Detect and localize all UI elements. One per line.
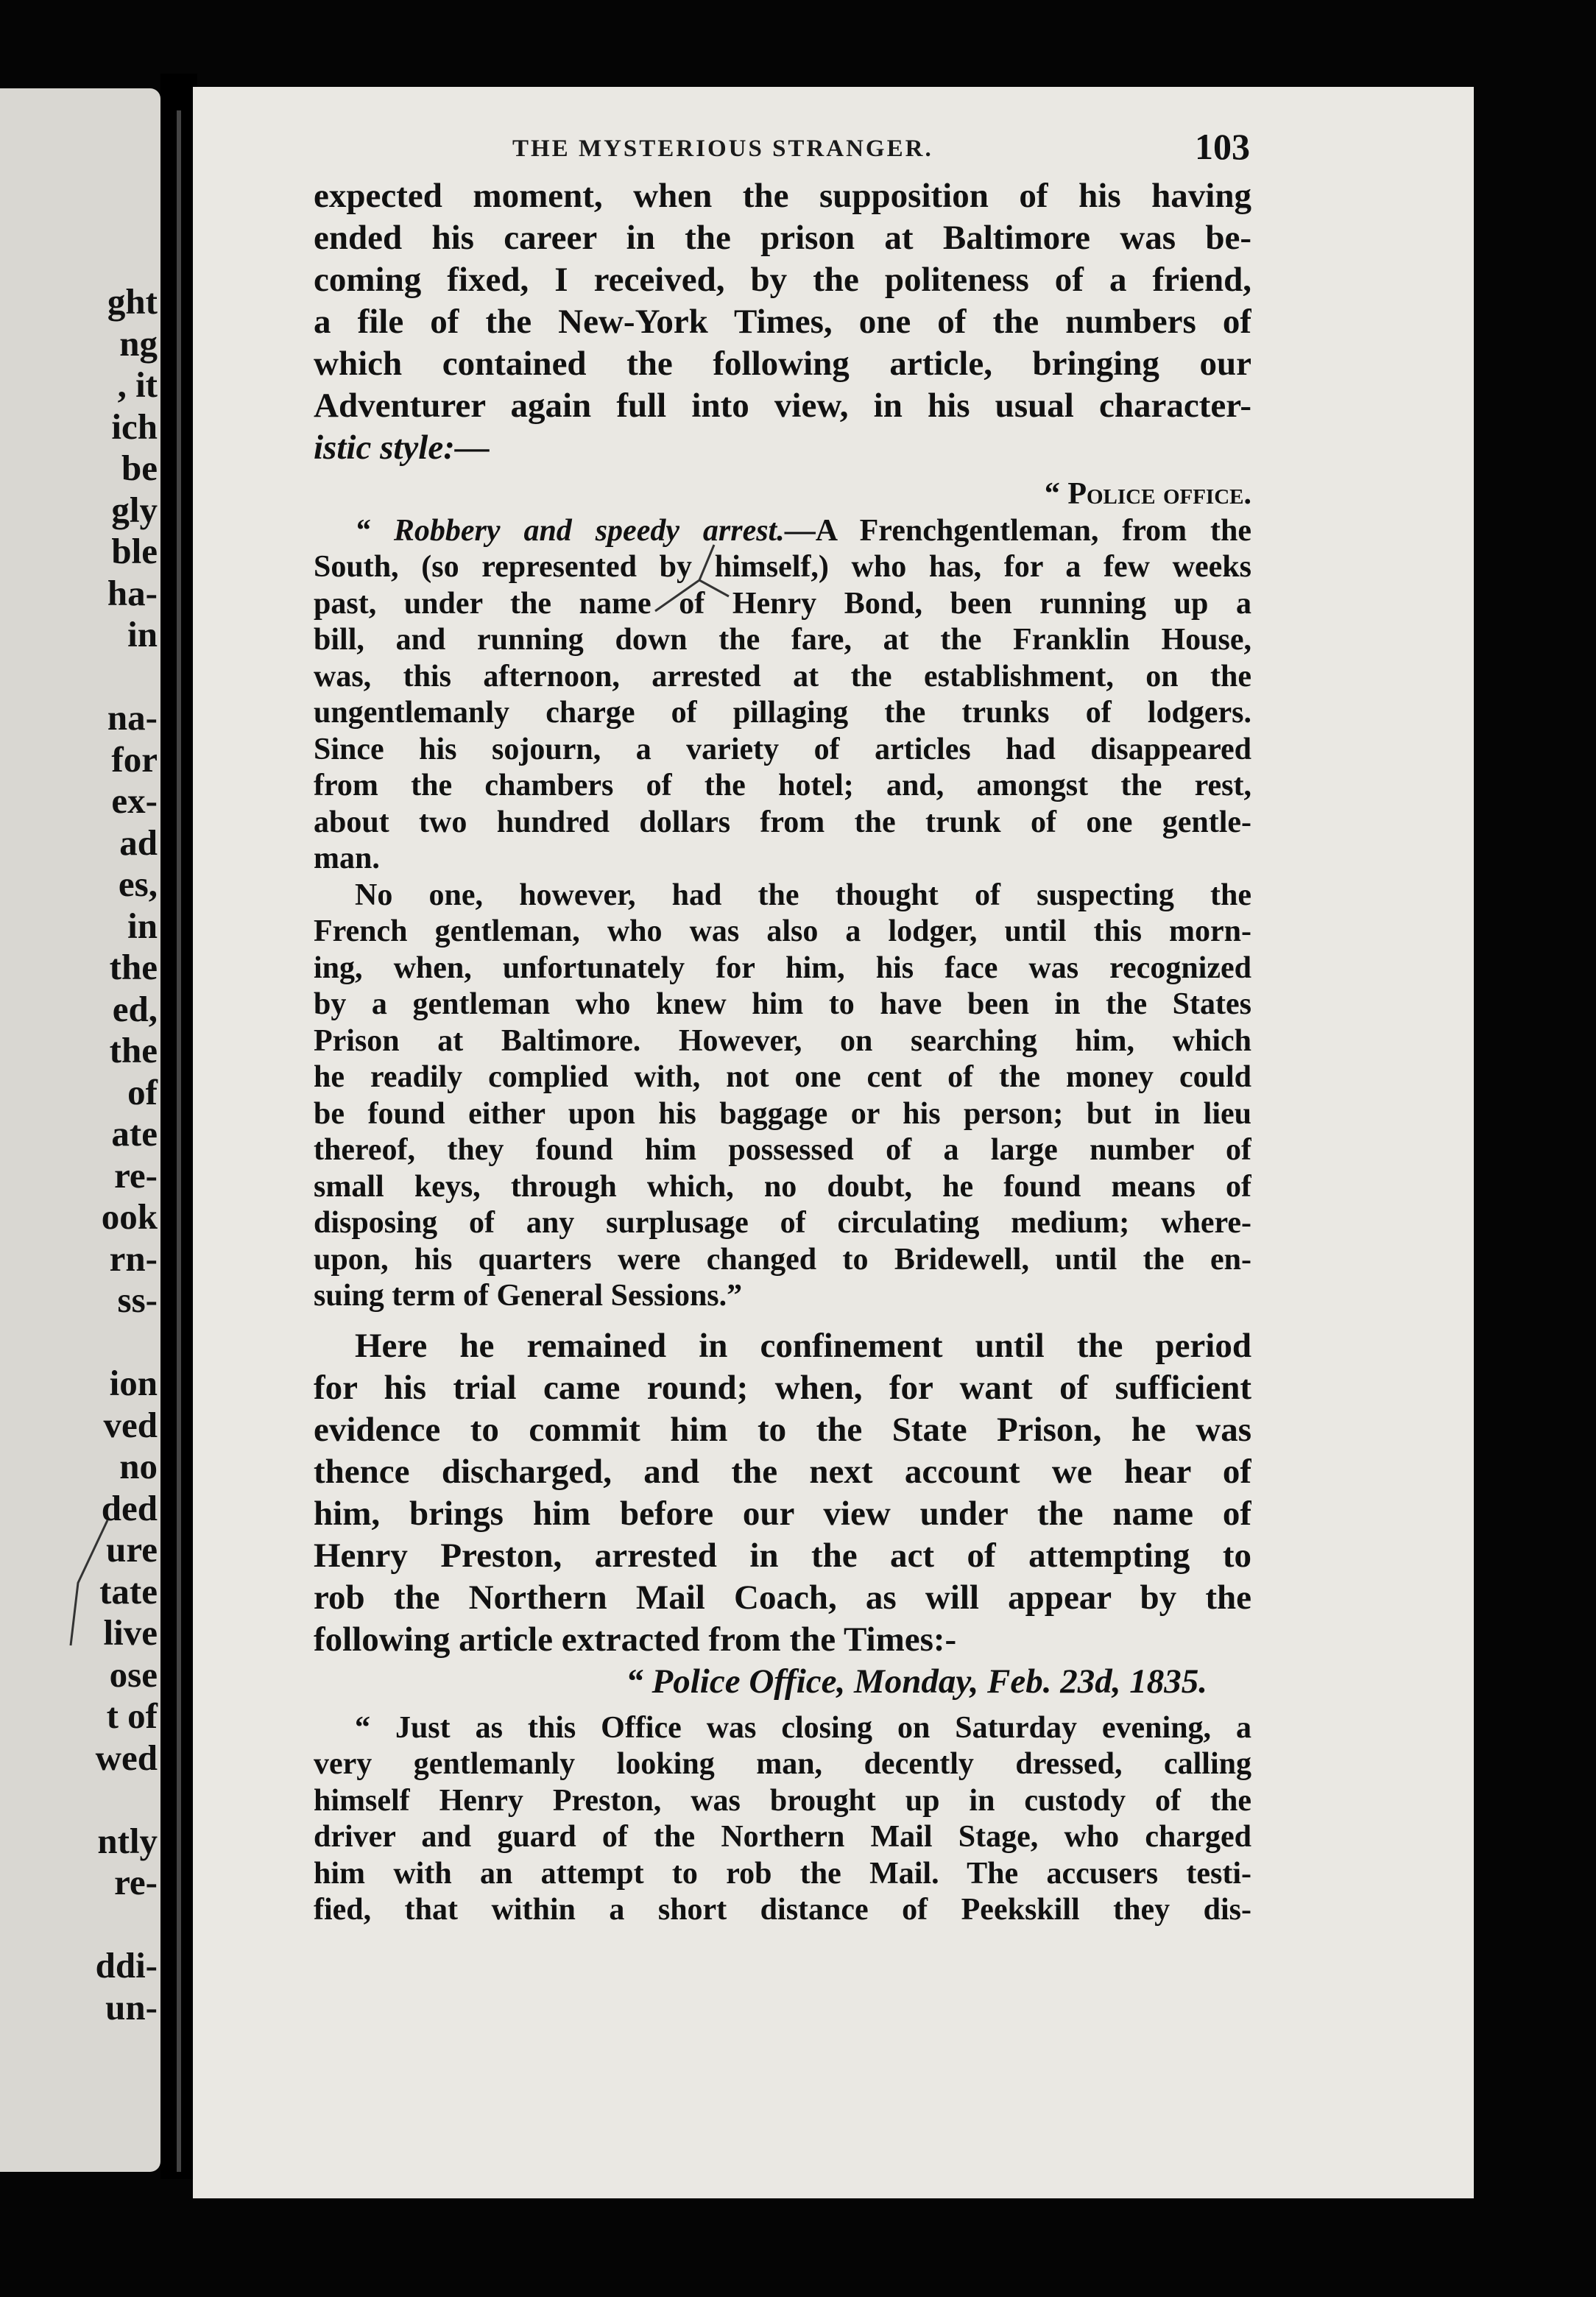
text-line: was, this afternoon, arrested at the establishment, on the [314,659,1251,694]
paragraph-1 [314,175,1251,469]
quote-title: “ Robbery and speedy arrest. [355,513,785,548]
left-fragment: ure [106,1529,158,1570]
left-fragment: re- [114,1154,158,1196]
quote-1 [314,513,1251,878]
text-line: him with an attempt to rob the Mail. The accusers testi- [314,1856,1251,1891]
left-fragment: na- [107,697,158,738]
text-line: about two hundred dollars from the trunk of one gentle- [314,805,1251,839]
left-fragment: ntly [97,1820,158,1861]
text-line: himself Henry Preston, was brought up in custody of the [314,1783,1251,1818]
left-fragment: in [127,905,158,946]
text-line: he readily complied with, not one cent of the money could [314,1060,1251,1094]
police-office-heading: “ Police office. [1044,477,1251,511]
text-line: from the chambers of the hotel; and, amongst the rest, [314,769,1251,802]
quote-title-rest: —A Frenchgentleman, from the [784,513,1251,548]
text-line: very gentlemanly looking man, decently dressed, calling [314,1747,1251,1781]
left-fragment: ose [109,1654,158,1695]
left-fragment: the [109,947,158,987]
text-line: No one, however, had the thought of suspecting the [355,878,1251,912]
text-line: South, (so represented by himself,) who has, for a few weeks [314,550,1251,584]
text-line: fied, that within a short distance of Peekskill they dis- [314,1893,1251,1927]
text-line: for his trial came round; when, for want of sufficient [314,1368,1251,1407]
text-line: past, under the name of Henry Bond, been running up a [314,586,1251,621]
text-line: following article extracted from the Times:- [314,1620,957,1659]
text-line: thence discharged, and the next account we hear of [314,1452,1251,1491]
left-fragment: ad [119,822,158,863]
left-fragment: ex- [111,780,158,821]
text-line: a file of the New-York Times, one of the numbers of [314,303,1251,341]
text-line: ing, when, unfortunately for him, his face was recognized [314,950,1251,985]
text-line: istic style:— [314,428,490,467]
text-line [314,513,1251,550]
left-fragment: ook [101,1196,158,1237]
paragraph-2 [314,1325,1251,1661]
text-line: by a gentleman who knew him to have been in the States [314,987,1251,1021]
left-fragment: no [119,1446,158,1486]
left-fragment: gly [111,489,158,530]
text-line: Prison at Baltimore. However, on searching him, which [314,1023,1251,1058]
running-head: THE MYSTERIOUS STRANGER. [512,135,933,162]
left-fragment: live [103,1612,158,1653]
left-fragment: in [127,614,158,654]
text-line: disposing of any surplusage of circulating medium; where- [314,1206,1251,1240]
left-fragment [96,656,158,698]
left-fragment: ich [111,406,158,447]
text-line: Henry Preston, arrested in the act of attempting to [314,1536,1251,1575]
left-fragment: tate [99,1570,158,1612]
dateline: “ Police Office, Monday, Feb. 23d, 1835. [626,1662,1207,1701]
left-fragment: un- [105,1986,158,2028]
left-fragment: re- [114,1862,158,1902]
text-line: ended his career in the prison at Baltimore was be- [314,219,1251,257]
text-line: coming fixed, I received, by the politeness of a friend, [314,261,1251,299]
left-fragment: ss- [117,1280,158,1320]
text-line: evidence to commit him to the State Prison, he was [314,1410,1251,1449]
page-number: 103 [1195,126,1250,167]
left-fragment: , it [117,364,158,405]
left-fragment: be [121,448,158,488]
text-line: which contained the following article, bringing our [314,345,1251,383]
left-fragment: the [109,1030,158,1070]
left-fragment: for [111,738,158,780]
text-line: small keys, through which, no doubt, he found means of [314,1169,1251,1204]
text-line: Here he remained in confinement until the period [355,1326,1251,1365]
text-line: “ Just as this Office was closing on Saturday evening, a [355,1710,1251,1745]
text-line: bill, and running down the fare, at the Franklin House, [314,623,1251,657]
text-line: suing term of General Sessions.” [314,1279,743,1313]
left-fragment: ate [111,1113,158,1154]
text-line: him, brings him before our view under the name of [314,1494,1251,1533]
text-line: Since his sojourn, a variety of articles had disappeared [314,732,1251,766]
left-fragment: ble [111,531,158,571]
left-fragment: ght [107,281,158,322]
text-line: expected moment, when the supposition of his having [314,177,1251,215]
page-body [314,175,1251,2053]
gutter-spine-line [177,110,181,2172]
left-fragment: es, [118,864,158,904]
text-line: thereof, they found him possessed of a large number of [314,1133,1251,1167]
left-fragment: of [127,1071,158,1112]
left-fragment: t of [106,1696,158,1736]
text-line: man. [314,841,380,875]
left-fragment: rn- [109,1238,158,1279]
text-line: driver and guard of the Northern Mail Stage, who charged [314,1820,1251,1854]
text-line: Adventurer again full into view, in his usual character- [314,387,1251,425]
left-fragment [96,1322,158,1363]
page-header [318,127,1250,171]
left-fragment: ng [119,322,158,364]
left-fragment: ved [103,1404,158,1445]
left-fragment: ed, [112,988,158,1029]
left-fragment: ded [101,1487,158,1528]
left-fragment [96,1904,158,1946]
quote-3 [314,1710,1251,1929]
text-line: be found either upon his baggage or his person; but in lieu [314,1096,1251,1131]
left-fragment [96,1779,158,1821]
text-line: upon, his quarters were changed to Bridewell, until the en- [314,1242,1251,1277]
left-fragment: wed [95,1737,158,1778]
text-line: ungentlemanly charge of pillaging the trunks of lodgers. [314,696,1251,730]
left-page-fragments [96,281,158,2028]
quote-2 [314,878,1251,1315]
left-fragment: ddi- [95,1945,158,1986]
left-fragment: ion [109,1363,158,1403]
text-line: rob the Northern Mail Coach, as will appear by the [314,1578,1251,1617]
left-page-edge [0,88,160,2172]
text-line: French gentleman, who was also a lodger, until this morn- [314,914,1251,948]
left-fragment: ha- [107,572,158,613]
